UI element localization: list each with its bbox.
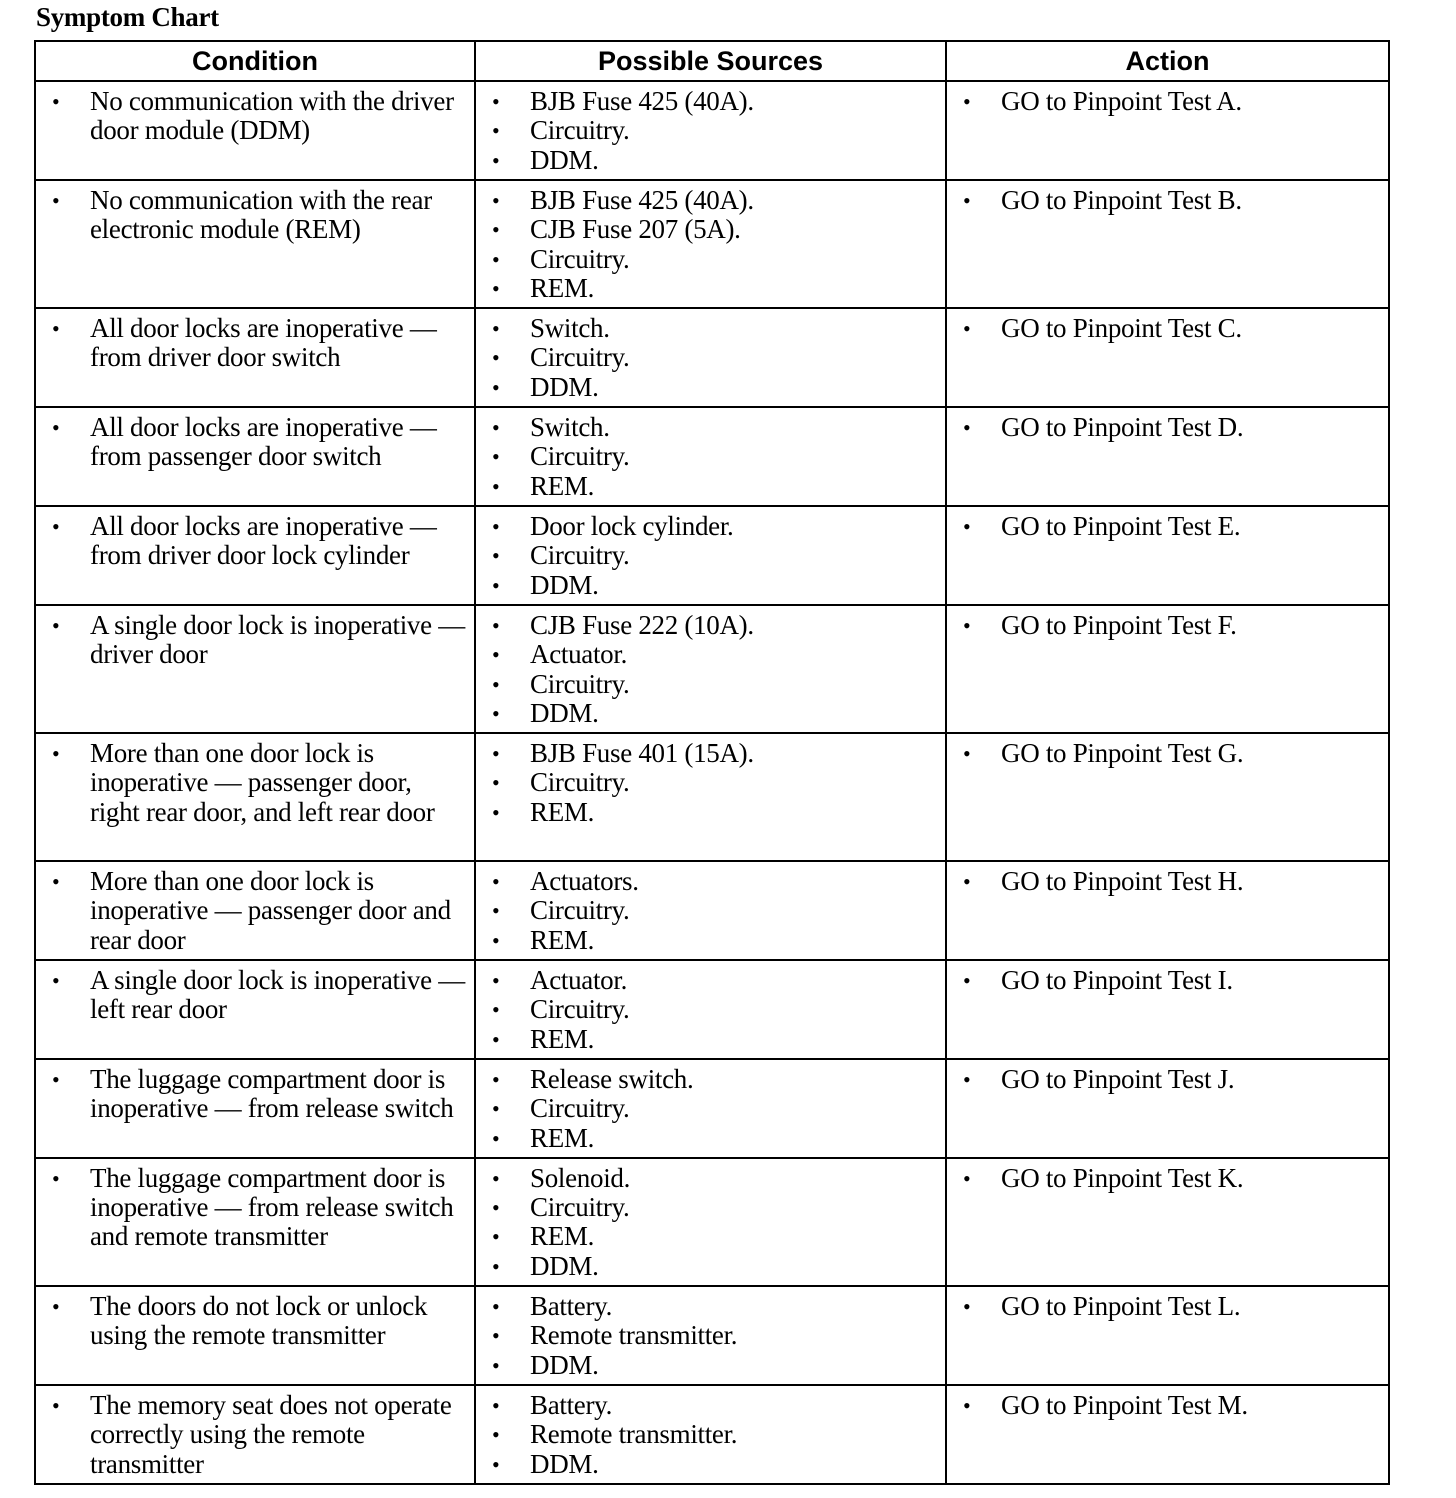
condition-cell	[35, 1385, 475, 1484]
action-cell	[946, 960, 1389, 1059]
table-row	[35, 1385, 1389, 1484]
condition-cell	[35, 861, 475, 960]
condition-list	[36, 186, 474, 245]
source-item: • DDM.	[476, 571, 945, 600]
possible-sources-cell	[475, 861, 946, 960]
source-item: • Switch.	[476, 314, 945, 343]
source-item: • BJB Fuse 425 (40A).	[476, 87, 945, 116]
action-cell	[946, 733, 1389, 861]
condition-list	[36, 1292, 474, 1351]
source-item: • CJB Fuse 207 (5A).	[476, 215, 945, 244]
source-item: • Circuitry.	[476, 768, 945, 797]
condition-cell	[35, 1158, 475, 1286]
source-item: • Circuitry.	[476, 442, 945, 471]
action-list	[947, 1391, 1388, 1420]
condition-list	[36, 966, 474, 1025]
action-list	[947, 413, 1388, 442]
condition-cell	[35, 605, 475, 733]
source-item: • REM.	[476, 274, 945, 303]
sources-list	[476, 966, 945, 1054]
condition-text: • No communication with the driver door module (DDM)	[36, 87, 474, 146]
action-cell	[946, 308, 1389, 407]
condition-text: • More than one door lock is inoperative — passenger door and rear door	[36, 867, 474, 955]
header-action: Action	[946, 41, 1389, 81]
source-item: • DDM.	[476, 699, 945, 728]
action-text: • GO to Pinpoint Test I.	[947, 966, 1388, 995]
sources-list	[476, 87, 945, 175]
source-item: • REM.	[476, 1222, 945, 1251]
sources-list	[476, 1292, 945, 1380]
action-cell	[946, 81, 1389, 180]
action-list	[947, 966, 1388, 995]
condition-text: • All door locks are inoperative — from passenger door switch	[36, 413, 474, 472]
sources-list	[476, 413, 945, 501]
action-text: • GO to Pinpoint Test L.	[947, 1292, 1388, 1321]
possible-sources-cell	[475, 733, 946, 861]
table-row	[35, 1286, 1389, 1385]
possible-sources-cell	[475, 180, 946, 308]
condition-cell	[35, 733, 475, 861]
action-list	[947, 1164, 1388, 1193]
condition-text: • The memory seat does not operate correctly using the remote transmitter	[36, 1391, 474, 1479]
possible-sources-cell	[475, 1385, 946, 1484]
source-item: • Remote transmitter.	[476, 1321, 945, 1350]
sources-list	[476, 611, 945, 728]
source-item: • BJB Fuse 401 (15A).	[476, 739, 945, 768]
action-text: • GO to Pinpoint Test M.	[947, 1391, 1388, 1420]
possible-sources-cell	[475, 1059, 946, 1158]
source-item: • DDM.	[476, 1351, 945, 1380]
action-list	[947, 1065, 1388, 1094]
possible-sources-cell	[475, 506, 946, 605]
action-text: • GO to Pinpoint Test K.	[947, 1164, 1388, 1193]
possible-sources-cell	[475, 407, 946, 506]
sources-list	[476, 1391, 945, 1479]
source-item: • Actuators.	[476, 867, 945, 896]
action-list	[947, 1292, 1388, 1321]
possible-sources-cell	[475, 1158, 946, 1286]
action-list	[947, 87, 1388, 116]
chart-title: Symptom Chart	[36, 2, 219, 32]
possible-sources-cell	[475, 960, 946, 1059]
action-text: • GO to Pinpoint Test H.	[947, 867, 1388, 896]
source-item: • REM.	[476, 472, 945, 501]
action-text: • GO to Pinpoint Test G.	[947, 739, 1388, 768]
condition-cell	[35, 407, 475, 506]
source-item: • Circuitry.	[476, 1193, 945, 1222]
header-row	[35, 41, 1389, 81]
header-possible-sources: Possible Sources	[475, 41, 946, 81]
possible-sources-cell	[475, 605, 946, 733]
source-item: • Actuator.	[476, 966, 945, 995]
source-item: • DDM.	[476, 1252, 945, 1281]
condition-cell	[35, 308, 475, 407]
condition-list	[36, 1391, 474, 1479]
source-item: • Circuitry.	[476, 995, 945, 1024]
table-row	[35, 81, 1389, 180]
source-item: • Circuitry.	[476, 670, 945, 699]
source-item: • Circuitry.	[476, 343, 945, 372]
action-list	[947, 739, 1388, 768]
action-list	[947, 314, 1388, 343]
action-text: • GO to Pinpoint Test A.	[947, 87, 1388, 116]
condition-text: • The luggage compartment door is inoperative — from release switch and remote transmitter	[36, 1164, 474, 1252]
source-item: • Circuitry.	[476, 1094, 945, 1123]
table-row	[35, 308, 1389, 407]
source-item: • Battery.	[476, 1292, 945, 1321]
table-row	[35, 605, 1389, 733]
action-cell	[946, 861, 1389, 960]
action-cell	[946, 506, 1389, 605]
sources-list	[476, 867, 945, 955]
source-item: • Circuitry.	[476, 896, 945, 925]
source-item: • Battery.	[476, 1391, 945, 1420]
source-item: • DDM.	[476, 146, 945, 175]
action-cell	[946, 180, 1389, 308]
table-row	[35, 1158, 1389, 1286]
table-row	[35, 407, 1389, 506]
sources-list	[476, 1164, 945, 1281]
condition-cell	[35, 180, 475, 308]
condition-text: • All door locks are inoperative — from driver door switch	[36, 314, 474, 373]
source-item: • Actuator.	[476, 640, 945, 669]
condition-text: • All door locks are inoperative — from driver door lock cylinder	[36, 512, 474, 571]
table-row	[35, 861, 1389, 960]
source-item: • BJB Fuse 425 (40A).	[476, 186, 945, 215]
source-item: • Remote transmitter.	[476, 1420, 945, 1449]
action-cell	[946, 1158, 1389, 1286]
table-row	[35, 1059, 1389, 1158]
source-item: • REM.	[476, 1124, 945, 1153]
possible-sources-cell	[475, 81, 946, 180]
action-text: • GO to Pinpoint Test C.	[947, 314, 1388, 343]
source-item: • Circuitry.	[476, 245, 945, 274]
source-item: • Door lock cylinder.	[476, 512, 945, 541]
condition-cell	[35, 1059, 475, 1158]
condition-list	[36, 1065, 474, 1124]
action-list	[947, 186, 1388, 215]
source-item: • DDM.	[476, 1450, 945, 1479]
action-list	[947, 512, 1388, 541]
condition-text: • The doors do not lock or unlock using the remote transmitter	[36, 1292, 474, 1351]
condition-list	[36, 87, 474, 146]
action-list	[947, 611, 1388, 640]
action-text: • GO to Pinpoint Test J.	[947, 1065, 1388, 1094]
table-row	[35, 960, 1389, 1059]
table-row	[35, 733, 1389, 861]
possible-sources-cell	[475, 1286, 946, 1385]
condition-cell	[35, 1286, 475, 1385]
condition-list	[36, 611, 474, 670]
condition-list	[36, 314, 474, 373]
sources-list	[476, 186, 945, 303]
source-item: • Circuitry.	[476, 541, 945, 570]
source-item: • Release switch.	[476, 1065, 945, 1094]
action-cell	[946, 1385, 1389, 1484]
sources-list	[476, 512, 945, 600]
condition-list	[36, 739, 474, 827]
source-item: • REM.	[476, 798, 945, 827]
action-cell	[946, 1059, 1389, 1158]
table-row	[35, 180, 1389, 308]
condition-list	[36, 867, 474, 955]
condition-cell	[35, 960, 475, 1059]
table-body	[35, 81, 1389, 1484]
possible-sources-cell	[475, 308, 946, 407]
action-list	[947, 867, 1388, 896]
sources-list	[476, 314, 945, 402]
condition-list	[36, 413, 474, 472]
source-item: • Solenoid.	[476, 1164, 945, 1193]
condition-cell	[35, 506, 475, 605]
condition-list	[36, 1164, 474, 1252]
condition-cell	[35, 81, 475, 180]
action-cell	[946, 605, 1389, 733]
source-item: • REM.	[476, 926, 945, 955]
source-item: • DDM.	[476, 373, 945, 402]
action-text: • GO to Pinpoint Test B.	[947, 186, 1388, 215]
source-item: • REM.	[476, 1025, 945, 1054]
action-text: • GO to Pinpoint Test E.	[947, 512, 1388, 541]
table-row	[35, 506, 1389, 605]
action-cell	[946, 1286, 1389, 1385]
source-item: • CJB Fuse 222 (10A).	[476, 611, 945, 640]
condition-text: • No communication with the rear electronic module (REM)	[36, 186, 474, 245]
source-item: • Circuitry.	[476, 116, 945, 145]
condition-text: • More than one door lock is inoperative — passenger door, right rear door, and left rear door	[36, 739, 474, 827]
source-item: • Switch.	[476, 413, 945, 442]
condition-text: • A single door lock is inoperative — driver door	[36, 611, 474, 670]
action-cell	[946, 407, 1389, 506]
header-condition: Condition	[35, 41, 475, 81]
action-text: • GO to Pinpoint Test D.	[947, 413, 1388, 442]
condition-list	[36, 512, 474, 571]
sources-list	[476, 1065, 945, 1153]
action-text: • GO to Pinpoint Test F.	[947, 611, 1388, 640]
condition-text: • A single door lock is inoperative — left rear door	[36, 966, 474, 1025]
sources-list	[476, 739, 945, 827]
symptom-table	[34, 40, 1390, 1485]
condition-text: • The luggage compartment door is inoperative — from release switch	[36, 1065, 474, 1124]
